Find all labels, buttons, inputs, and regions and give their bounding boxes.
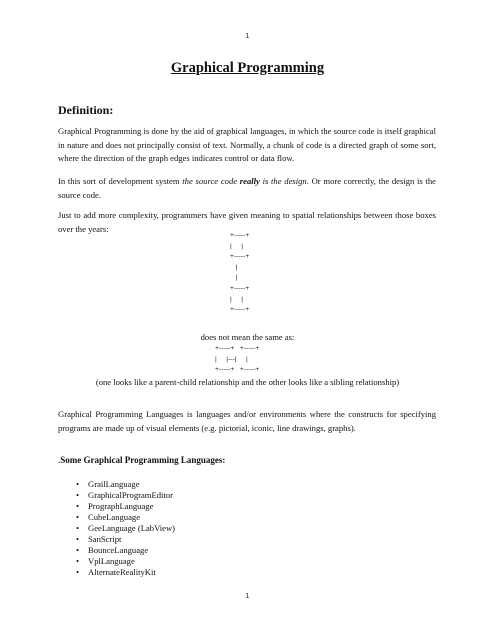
design-paragraph — [58, 175, 436, 202]
definition-heading: Definition: — [58, 103, 114, 117]
page-number-top: 1 — [245, 33, 250, 40]
languages-definition-paragraph: Graphical Programming Languages is languages and/or environments where the constructs for specifying programs are made up of visual elements (e.g. pictorial, iconic, line drawings, graphs). — [58, 409, 436, 433]
page-number-bottom: 1 — [245, 593, 250, 600]
languages-heading-text: Some Graphical Programming Languages: — [60, 455, 226, 465]
design-text-before: In this sort of development system — [58, 176, 183, 186]
design-text-italic-1: the source code — [182, 176, 240, 186]
list-item: • CubeLanguage — [76, 512, 175, 523]
list-item: • GraphicalProgramEditor — [76, 490, 175, 501]
design-text-bold-italic: really — [239, 176, 260, 186]
list-item: • AlternateRealityKit — [76, 567, 175, 578]
list-item: • SanScript — [76, 534, 175, 545]
languages-list — [76, 479, 175, 578]
list-item: • BounceLanguage — [76, 545, 175, 556]
not-same-text: does not mean the same as: — [200, 332, 295, 342]
diagram-caption: (one looks like a parent-child relationship and the other looks like a sibling relationship) — [95, 377, 400, 387]
design-text-italic-2: is the design — [259, 176, 307, 186]
list-item: • GeeLanguage (LabView) — [76, 523, 175, 534]
vertical-box-diagram: +-----+ | | +-----+ | | +-----+ | | +-----+ — [230, 232, 250, 314]
definition-paragraph: Graphical Programming is done by the aid of graphical languages, in which the source code is itself graphical in nature and does not principally consist of text. Normally, a chunk of code is a directed graph of some sort, where the direction of the graph edges indicates control or data flow. — [58, 126, 436, 163]
spatial-paragraph: Just to add more complexity, programmers have given meaning to spatial relationships between those boxes over the years: — [58, 210, 436, 234]
design-text-after: . Or more correctly, the design is the source code. — [58, 176, 436, 200]
languages-heading-prefix: . — [58, 455, 61, 465]
list-item: • VplLanguage — [76, 556, 175, 567]
languages-heading — [58, 455, 225, 465]
list-item: • GrailLanguage — [76, 479, 175, 490]
page-title: Graphical Programming — [170, 60, 325, 76]
list-item: • PrographLanguage — [76, 501, 175, 512]
horizontal-box-diagram: +-----+ +-----+ | |---| | +-----+ +-----+ — [215, 345, 260, 374]
